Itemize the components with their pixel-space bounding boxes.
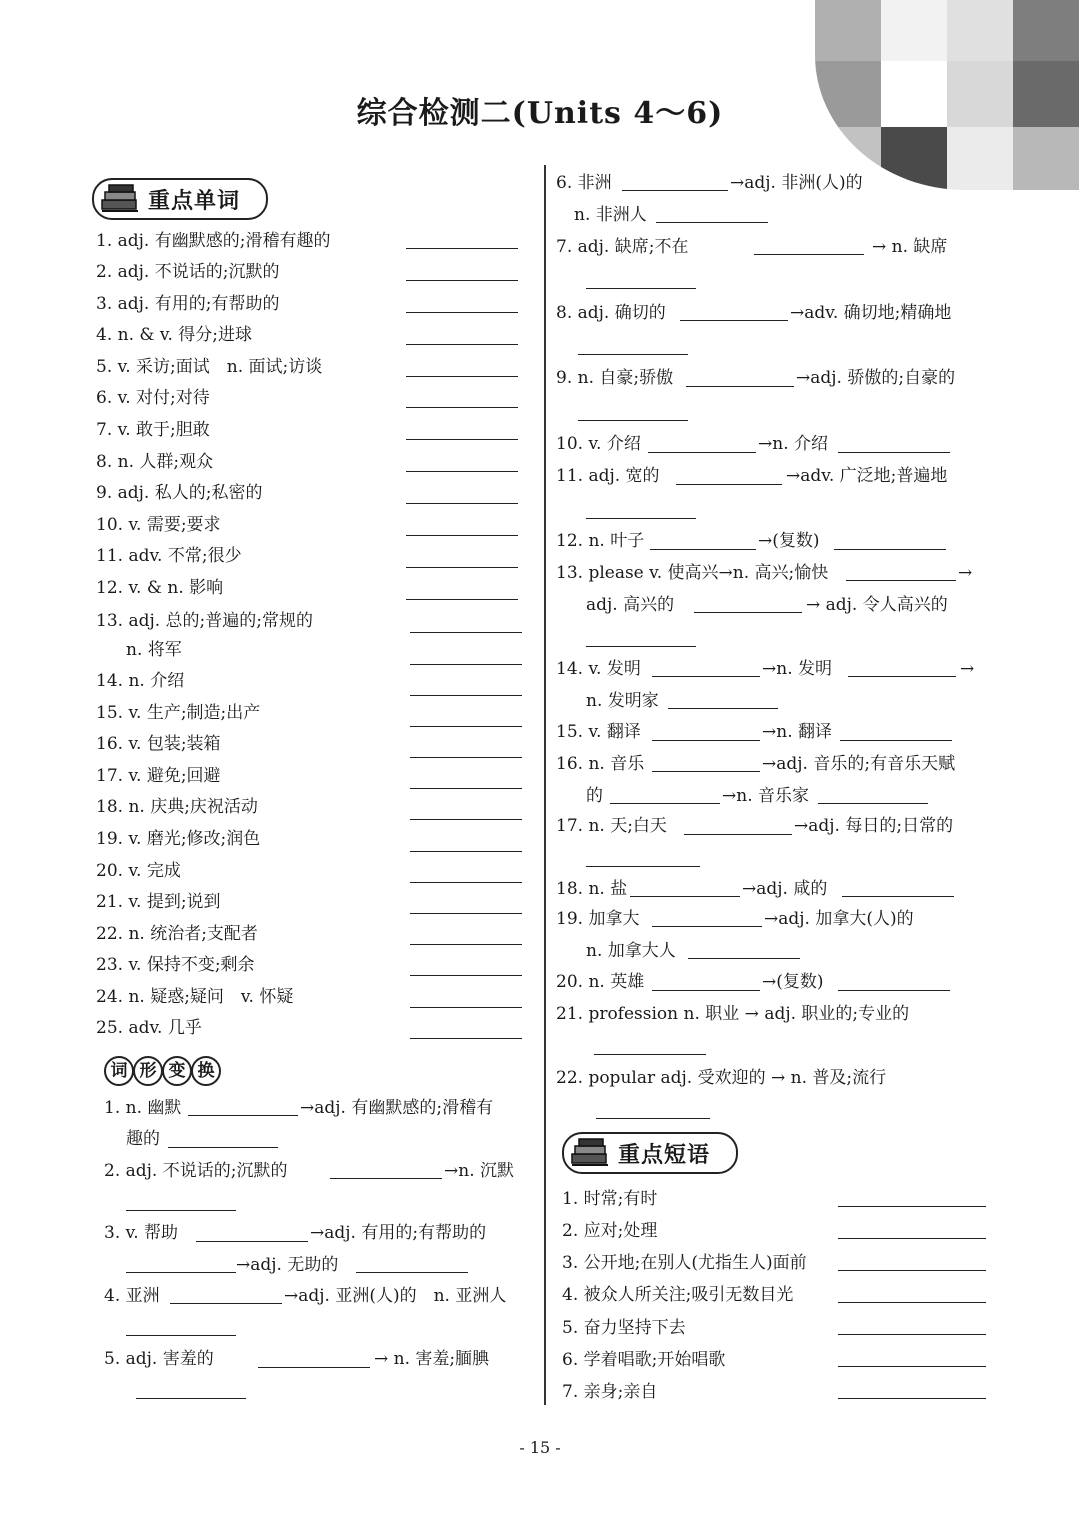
answer-blank[interactable] [406, 567, 518, 568]
answer-blank[interactable] [622, 190, 728, 191]
word-form-item: 7. adj. 缺席;不在 [556, 237, 689, 257]
answer-blank[interactable] [838, 1366, 986, 1367]
word-form-item: 16. n. 音乐 [556, 754, 645, 774]
key-word-item: 6. v. 对付;对待 [96, 388, 210, 408]
answer-blank[interactable] [848, 676, 956, 677]
key-word-item: 1. adj. 有幽默感的;滑稽有趣的 [96, 231, 331, 251]
word-forms-char-4: 换 [191, 1056, 221, 1086]
answer-blank[interactable] [838, 1302, 986, 1303]
answer-blank[interactable] [838, 452, 950, 453]
answer-blank[interactable] [126, 1210, 236, 1211]
answer-blank[interactable] [684, 834, 792, 835]
word-form-item: n. 非洲人 [574, 205, 647, 225]
key-word-item: 8. n. 人群;观众 [96, 452, 214, 472]
answer-blank[interactable] [410, 726, 522, 727]
key-word-item: 13. adj. 总的;普遍的;常规的 [96, 611, 313, 631]
key-phrase-item: 1. 时常;有时 [562, 1189, 658, 1209]
word-form-item: 11. adj. 宽的 [556, 466, 660, 486]
answer-blank[interactable] [594, 1054, 706, 1055]
word-form-item: 5. adj. 害羞的 [104, 1349, 214, 1369]
word-form-item: →adj. 每日的;日常的 [794, 816, 954, 836]
answer-blank[interactable] [196, 1241, 308, 1242]
answer-blank[interactable] [406, 535, 518, 536]
section-key-phrases-title: 重点短语 [618, 1142, 711, 1168]
key-word-item: 20. v. 完成 [96, 861, 181, 881]
word-form-item: →n. 介绍 [758, 434, 829, 454]
word-form-item: 12. n. 叶子 [556, 531, 645, 551]
word-form-item: →n. 音乐家 [722, 786, 810, 806]
word-form-item: →adj. 亚洲(人)的 n. 亚洲人 [284, 1286, 507, 1306]
answer-blank[interactable] [652, 990, 760, 991]
answer-blank[interactable] [406, 376, 518, 377]
answer-blank[interactable] [406, 503, 518, 504]
answer-blank[interactable] [406, 439, 518, 440]
answer-blank[interactable] [686, 386, 794, 387]
answer-blank[interactable] [630, 896, 740, 897]
section-key-words-badge [92, 178, 268, 220]
word-form-item: 1. n. 幽默 [104, 1098, 182, 1118]
answer-blank[interactable] [846, 580, 956, 581]
key-word-item: 18. n. 庆典;庆祝活动 [96, 797, 258, 817]
key-phrase-item: 3. 公开地;在别人(尤指生人)面前 [562, 1253, 807, 1273]
word-form-item: 13. please v. 使高兴→n. 高兴;愉快 [556, 563, 829, 583]
key-word-item: 23. v. 保持不变;剩余 [96, 955, 255, 975]
key-word-item: 16. v. 包装;装箱 [96, 734, 221, 754]
answer-blank[interactable] [838, 990, 950, 991]
answer-blank[interactable] [838, 1270, 986, 1271]
answer-blank[interactable] [410, 1038, 522, 1039]
word-form-item: 2. adj. 不说话的;沉默的 [104, 1161, 288, 1181]
answer-blank[interactable] [410, 788, 522, 789]
answer-blank[interactable] [126, 1272, 236, 1273]
key-word-item: 3. adj. 有用的;有帮助的 [96, 294, 280, 314]
answer-blank[interactable] [596, 1118, 710, 1119]
key-word-item: 7. v. 敢于;胆敢 [96, 420, 210, 440]
word-form-item: 19. 加拿大 [556, 909, 640, 929]
word-form-item: 17. n. 天;白天 [556, 816, 667, 836]
answer-blank[interactable] [258, 1367, 370, 1368]
word-form-item: 14. v. 发明 [556, 659, 641, 679]
answer-blank[interactable] [406, 248, 518, 249]
answer-blank[interactable] [818, 803, 928, 804]
section-word-forms-badge [104, 1054, 224, 1088]
word-form-item: 10. v. 介绍 [556, 434, 641, 454]
key-word-item: 11. adv. 不常;很少 [96, 546, 242, 566]
answer-blank[interactable] [410, 1007, 522, 1008]
word-form-item: → n. 缺席 [872, 237, 948, 257]
answer-blank[interactable] [410, 757, 522, 758]
answer-blank[interactable] [410, 695, 522, 696]
answer-blank[interactable] [406, 407, 518, 408]
word-form-item: →adv. 广泛地;普遍地 [786, 466, 948, 486]
key-word-item: 15. v. 生产;制造;出产 [96, 703, 261, 723]
word-form-item: →(复数) [762, 972, 824, 992]
word-form-item: 18. n. 盐 [556, 879, 628, 899]
word-form-item: →n. 翻译 [762, 722, 833, 742]
word-form-item: →adv. 确切地;精确地 [790, 303, 952, 323]
answer-blank[interactable] [838, 1238, 986, 1239]
answer-blank[interactable] [170, 1303, 282, 1304]
answer-blank[interactable] [406, 344, 518, 345]
word-form-item: → n. 害羞;腼腆 [374, 1349, 490, 1369]
answer-blank[interactable] [650, 549, 756, 550]
word-forms-char-3: 变 [162, 1056, 192, 1086]
key-word-item: 2. adj. 不说话的;沉默的 [96, 262, 280, 282]
word-form-item: →adj. 无助的 [236, 1255, 339, 1275]
answer-blank[interactable] [656, 222, 768, 223]
answer-blank[interactable] [754, 254, 864, 255]
word-form-item: →adj. 骄傲的;自豪的 [796, 368, 956, 388]
answer-blank[interactable] [668, 708, 778, 709]
answer-blank[interactable] [610, 803, 720, 804]
answer-blank[interactable] [356, 1272, 468, 1273]
key-word-item: 21. v. 提到;说到 [96, 892, 221, 912]
answer-blank[interactable] [680, 320, 788, 321]
word-form-item: → [960, 659, 975, 679]
answer-blank[interactable] [126, 1335, 236, 1336]
answer-blank[interactable] [838, 1206, 986, 1207]
word-form-item: n. 加拿大人 [586, 941, 676, 961]
word-form-item: →adj. 咸的 [742, 879, 828, 899]
word-form-item: 22. popular adj. 受欢迎的 → n. 普及;流行 [556, 1068, 887, 1088]
answer-blank[interactable] [838, 1398, 986, 1399]
word-form-item: →adj. 加拿大(人)的 [764, 909, 914, 929]
key-word-item: 19. v. 磨光;修改;润色 [96, 829, 261, 849]
word-form-item: →n. 发明 [762, 659, 833, 679]
answer-blank[interactable] [578, 420, 688, 421]
key-phrase-item: 4. 被众人所关注;吸引无数目光 [562, 1285, 794, 1305]
word-form-item: 9. n. 自豪;骄傲 [556, 368, 674, 388]
answer-blank[interactable] [694, 612, 802, 613]
word-form-item: → [958, 563, 973, 583]
word-form-item: 趣的 [126, 1129, 160, 1149]
answer-blank[interactable] [406, 280, 518, 281]
answer-blank[interactable] [406, 471, 518, 472]
answer-blank[interactable] [652, 771, 760, 772]
answer-blank[interactable] [410, 882, 522, 883]
word-form-item: →adj. 有幽默感的;滑稽有 [300, 1098, 494, 1118]
key-word-item: 14. n. 介绍 [96, 671, 185, 691]
answer-blank[interactable] [168, 1147, 278, 1148]
answer-blank[interactable] [136, 1398, 246, 1399]
word-form-item: 4. 亚洲 [104, 1286, 160, 1306]
key-phrase-item: 7. 亲身;亲自 [562, 1382, 658, 1402]
word-form-item: → adj. 令人高兴的 [806, 595, 948, 615]
key-word-item: 17. v. 避免;回避 [96, 766, 221, 786]
key-word-item: 25. adv. 几乎 [96, 1018, 202, 1038]
answer-blank[interactable] [652, 676, 760, 677]
answer-blank[interactable] [410, 819, 522, 820]
answer-blank[interactable] [410, 975, 522, 976]
answer-blank[interactable] [330, 1178, 442, 1179]
word-form-item: →adj. 非洲(人)的 [730, 173, 863, 193]
word-form-item: 21. profession n. 职业 → adj. 职业的;专业的 [556, 1004, 910, 1024]
answer-blank[interactable] [188, 1115, 298, 1116]
book-stack-icon [100, 182, 140, 214]
key-phrase-item: 5. 奋力坚持下去 [562, 1318, 686, 1338]
word-form-item: →n. 沉默 [444, 1161, 515, 1181]
word-form-item: 15. v. 翻译 [556, 722, 641, 742]
word-form-item: 6. 非洲 [556, 173, 612, 193]
key-word-item: 10. v. 需要;要求 [96, 515, 221, 535]
answer-blank[interactable] [838, 1334, 986, 1335]
answer-blank[interactable] [648, 452, 756, 453]
answer-blank[interactable] [406, 599, 518, 600]
answer-blank[interactable] [688, 958, 800, 959]
answer-blank[interactable] [578, 354, 688, 355]
word-form-item: 3. v. 帮助 [104, 1223, 179, 1243]
page-number: - 15 - [519, 1438, 561, 1457]
answer-blank[interactable] [410, 944, 522, 945]
answer-blank[interactable] [410, 664, 522, 665]
word-form-item: 的 [586, 786, 603, 806]
section-key-phrases-badge [562, 1132, 738, 1174]
answer-blank[interactable] [406, 312, 518, 313]
word-form-item: →adj. 音乐的;有音乐天赋 [762, 754, 956, 774]
answer-blank[interactable] [586, 646, 696, 647]
key-word-item: 24. n. 疑惑;疑问 v. 怀疑 [96, 987, 294, 1007]
key-word-item: n. 将军 [126, 640, 182, 660]
word-form-item: n. 发明家 [586, 691, 659, 711]
answer-blank[interactable] [410, 632, 522, 633]
key-word-item: 5. v. 采访;面试 n. 面试;访谈 [96, 357, 323, 377]
answer-blank[interactable] [410, 913, 522, 914]
answer-blank[interactable] [586, 518, 696, 519]
answer-blank[interactable] [676, 484, 782, 485]
word-form-item: →(复数) [758, 531, 820, 551]
key-word-item: 4. n. & v. 得分;进球 [96, 325, 253, 345]
word-forms-char-2: 形 [133, 1056, 163, 1086]
page-title: 综合检测二(Units 4～6) [356, 96, 724, 131]
word-form-item: 8. adj. 确切的 [556, 303, 666, 323]
word-forms-char-1: 词 [104, 1056, 134, 1086]
word-form-item: →adj. 有用的;有帮助的 [310, 1223, 487, 1243]
key-word-item: 9. adj. 私人的;私密的 [96, 483, 263, 503]
answer-blank[interactable] [410, 851, 522, 852]
answer-blank[interactable] [652, 926, 762, 927]
answer-blank[interactable] [842, 896, 954, 897]
answer-blank[interactable] [840, 740, 952, 741]
word-form-item: 20. n. 英雄 [556, 972, 645, 992]
column-divider [544, 165, 546, 1405]
section-key-words-title: 重点单词 [148, 188, 241, 214]
key-phrase-item: 6. 学着唱歌;开始唱歌 [562, 1350, 726, 1370]
key-phrase-item: 2. 应对;处理 [562, 1221, 658, 1241]
answer-blank[interactable] [586, 288, 696, 289]
key-word-item: 12. v. & n. 影响 [96, 578, 224, 598]
answer-blank[interactable] [586, 866, 700, 867]
book-stack-icon [570, 1136, 610, 1168]
word-form-item: adj. 高兴的 [586, 595, 675, 615]
answer-blank[interactable] [652, 740, 760, 741]
answer-blank[interactable] [834, 549, 946, 550]
key-word-item: 22. n. 统治者;支配者 [96, 924, 258, 944]
